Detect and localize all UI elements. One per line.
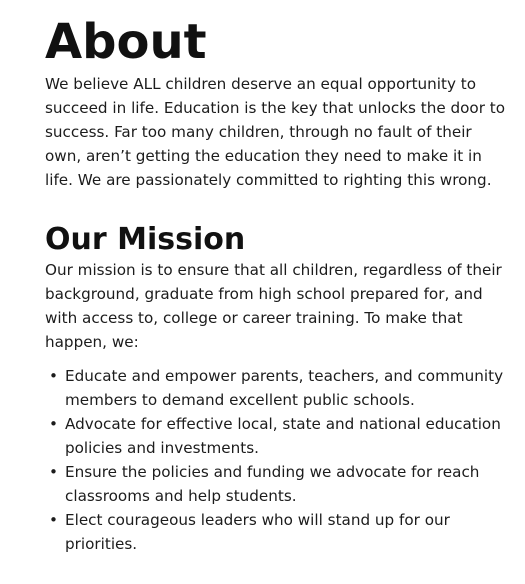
- mission-heading: Our Mission: [45, 222, 246, 257]
- mission-paragraph: Our mission is to ensure that all children, regardless of their background, graduate from high school prepared for, and with access to, college or career training. To make that happen, we:: [45, 261, 502, 351]
- bullet-icon: •: [49, 415, 58, 433]
- list-item: [45, 508, 507, 556]
- list-item-text: Ensure the policies and funding we advocate for reach classrooms and help students.: [65, 463, 480, 505]
- list-item: [45, 460, 507, 508]
- about-paragraph: We believe ALL children deserve an equal opportunity to succeed in life. Education is the key that unlocks the door to success. Far too many children, through no fault of their own, aren’t getting the education they need to make it in life. We are passionately committed to righting this wrong.: [45, 75, 506, 189]
- bullet-icon: •: [49, 511, 58, 529]
- list-item: [45, 412, 507, 460]
- list-item-text: Advocate for effective local, state and national education policies and investments.: [65, 415, 501, 457]
- list-item-text: Elect courageous leaders who will stand up for our priorities.: [65, 511, 450, 553]
- bullet-icon: •: [49, 367, 58, 385]
- about-heading: About: [45, 14, 207, 70]
- bullet-icon: •: [49, 463, 58, 481]
- page-content: [45, 0, 507, 556]
- list-item: [45, 364, 507, 412]
- mission-action-list: [45, 364, 507, 556]
- list-item-text: Educate and empower parents, teachers, and community members to demand excellent public schools.: [65, 367, 504, 409]
